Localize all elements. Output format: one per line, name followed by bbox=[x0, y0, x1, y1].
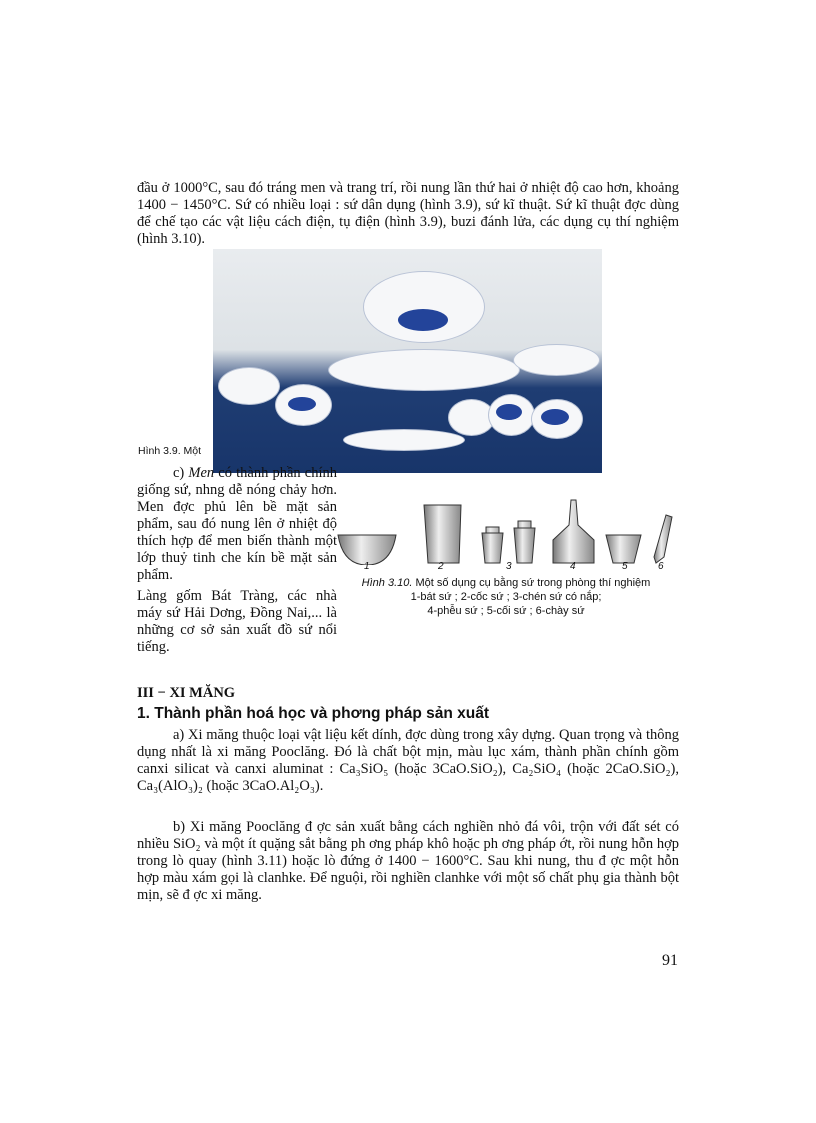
glaze-text: có thành phần chính giống sứ, nhng dễ nóng chảy hơn. Men đợc phủ lên bề mặt sản phẩm, sau đó nung lên ở nhiệt độ thích hợp để men biến thành một lớp thuỷ tinh che kín bề mặt sản phẩm. bbox=[137, 465, 337, 583]
mortar-icon bbox=[606, 535, 641, 563]
factories-paragraph: Làng gốm Bát Tràng, các nhà máy sứ Hải Dơng, Đồng Nai,... là những cơ sở sản xuất đồ sứ nổi tiếng. bbox=[137, 588, 337, 655]
pestle-icon bbox=[654, 515, 672, 563]
glaze-term: Men bbox=[188, 465, 215, 481]
tool-number: 4 bbox=[570, 561, 576, 572]
tool-number: 1 bbox=[364, 561, 370, 572]
subsection-heading: 1. Thành phần hoá học và phơng pháp sản xuất bbox=[137, 705, 490, 722]
tool-number: 3 bbox=[506, 561, 512, 572]
page-number: 91 bbox=[662, 952, 678, 969]
caption-text: Một số dụng cụ bằng sứ trong phòng thí nghiệm bbox=[412, 577, 651, 589]
porcelain-tableware-photo bbox=[213, 249, 602, 473]
glaze-label: c) bbox=[173, 465, 189, 481]
caption-legend-2: 4-phễu sứ ; 5-cối sứ ; 6-chày sứ bbox=[427, 605, 585, 617]
crucible-large-icon bbox=[514, 521, 535, 563]
funnel-icon bbox=[553, 500, 594, 563]
glaze-paragraph bbox=[137, 465, 337, 584]
beaker-icon bbox=[424, 505, 461, 563]
paragraph-a: a) Xi măng thuộc loại vật liệu kết dính, đợc dùng trong xây dựng. Quan trọng và thông dụng nhất là xi măng Pooclăng. Đó là chất bột mịn, màu lục xám, thành phần chính gồm canxi silicat và canxi aluminat : Ca₃SiO₅ (hoặc 3CaO.SiO₂), Ca₂SiO₄ (hoặc 2CaO.SiO₂), Ca₃(AlO₃)₂ (hoặc 3CaO.Al₂O₃). bbox=[137, 727, 679, 794]
tool-number: 6 bbox=[658, 561, 664, 572]
figure-3-9-caption: Hình 3.9. Một bbox=[138, 445, 202, 457]
tool-number: 5 bbox=[622, 561, 628, 572]
intro-paragraph: đầu ở 1000°C, sau đó tráng men và trang trí, rồi nung lần thứ hai ở nhiệt độ cao hơn, khoảng 1400 − 1450°C. Sứ có nhiều loại : sứ dân dụng (hình 3.9), sứ kĩ thuật. Sứ kĩ thuật đợc dùng để chế tạo các vật liệu cách điện, tụ điện (hình 3.9), buzi đánh lửa, các dụng cụ thí nghiệm (hình 3.10). bbox=[137, 180, 679, 247]
caption-legend-1: 1-bát sứ ; 2-cốc sứ ; 3-chén sứ có nắp; bbox=[410, 591, 602, 603]
paragraph-b: b) Xi măng Pooclăng đ ợc sản xuất bằng cách nghiền nhỏ đá vôi, trộn với đất sét có nhiều SiO₂ và một ít quặng sắt bằng ph ơng pháp khô hoặc ph ơng pháp ớt, rồi nung hỗn hợp trong lò quay (hình 3.11) hoặc lò đứng ở 1400 − 1600°C. Sau khi nung, thu đ ợc một hỗn hợp màu xám gọi là clanhke. Để nguội, rồi nghiền clanhke với một số chất phụ gia thành bột mịn, sẽ đ ợc xi măng. bbox=[137, 819, 679, 903]
figure-3-10-caption bbox=[336, 576, 676, 618]
figure-3-10-lab-porcelain bbox=[336, 495, 676, 585]
caption-title: Hình 3.10. bbox=[361, 577, 413, 589]
lab-tools-drawing bbox=[336, 495, 676, 565]
section-heading: III − XI MĂNG bbox=[137, 685, 236, 701]
left-column bbox=[137, 465, 337, 656]
crucible-small-icon bbox=[482, 527, 503, 563]
tool-number: 2 bbox=[438, 561, 444, 572]
